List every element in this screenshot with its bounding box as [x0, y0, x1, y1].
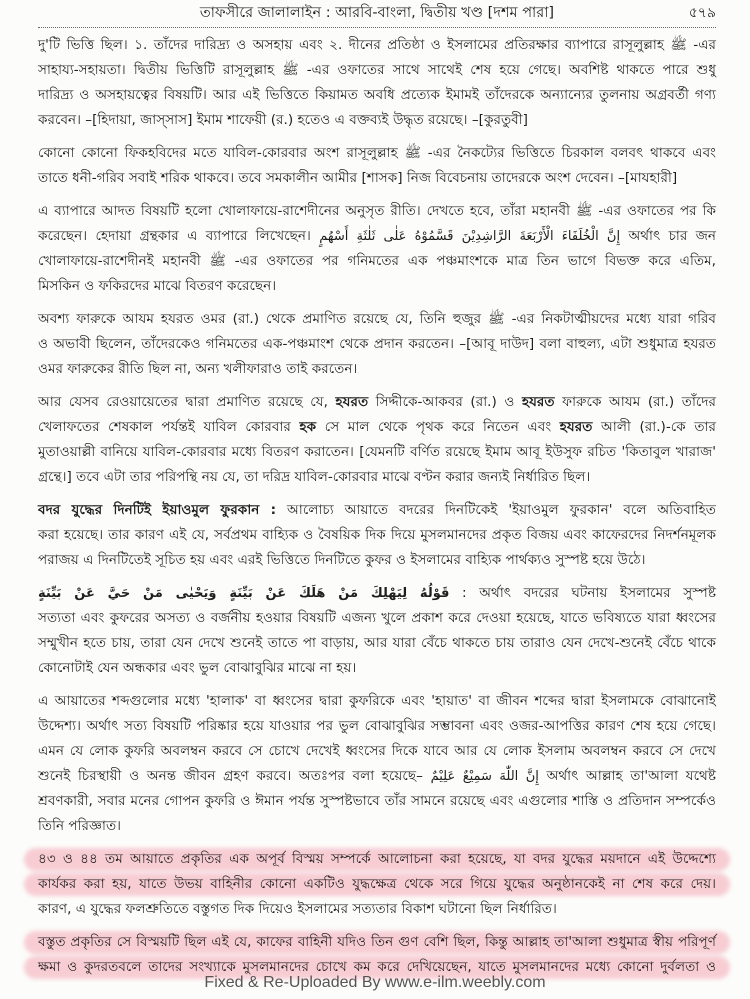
text-line: [38, 606, 716, 631]
text-segment: অর্থাৎ চার জন: [620, 228, 717, 244]
text-line: [38, 224, 716, 249]
text-line: [38, 108, 716, 133]
text-segment: করবেন। –[হিদায়া, জাস্সাস] ইমাম শাফেয়ী (র.) হতেও এ বক্তব্যই উদ্ধৃত রয়েছে। –[কুরতুবী]: [38, 112, 528, 128]
text-segment: ক্ষমা ও কুদরতবলে তাদের সংখ্যাকে মুসলমানদের চোখে কম করে দেখিয়েছেন, যাতে মুসলমানদের মধ্যে কোনো দুর্বলতা ও: [38, 959, 716, 975]
bold-text: হক: [299, 419, 317, 435]
text-segment: আর যেসব রেওয়ায়েতের দ্বারা প্রমাণিত রয়েছে যে,: [38, 394, 336, 410]
text-line: [38, 249, 716, 274]
text-segment: বস্তুত প্রকৃতির সে বিস্ময়টি ছিল এই যে, কাফের বাহিনী যদিও তিন গুণ বেশি ছিল, কিন্তু আল্লাহ তা'আলা শুধুমাত্র স্বীয় পরিপূর্ণ: [38, 934, 716, 950]
text-segment: সম্মুখীন হতে চায়, তারা যেন দেখে শুনেই তাতে পা বাড়ায়, আর যারা বেঁচে থাকতে চায় তারাও যেন দেখে-শুনেই বেঁচে থাকে: [38, 635, 716, 651]
text-segment: করেছেন। হেদায়া গ্রন্থকার এ ব্যাপারে লিখেছেন।: [38, 228, 320, 244]
text-segment: অর্থাৎ আল্লাহ তা'আলা যথেষ্ট: [538, 768, 716, 784]
text-segment: সে মাল থেকে পৃথক করে নিতেন এবং: [316, 419, 560, 435]
text-segment: মিসকিন ও ফকিরদের মাঝে বিতরণ করেছেন।: [38, 278, 277, 294]
running-title: তাফসীরে জালালাইন : আরবি-বাংলা, দ্বিতীয় খণ্ড [দশম পারা]: [199, 5, 555, 21]
text-line: [38, 465, 716, 490]
page-body: [38, 33, 716, 988]
text-line: [38, 83, 716, 108]
bold-text: হযরত: [521, 394, 555, 410]
text-line: [38, 58, 716, 83]
bold-text: হযরত: [559, 419, 593, 435]
text-segment: সিদ্দীকে-আকবর (রা.) ও: [368, 394, 522, 410]
arabic-quote: قَوْلُهُ لِيَهْلِكَ مَنْ هَلَكَ عَنْ بَيِّنَةٍ وَيَحْيٰى مَنْ حَيَّ عَنْ بَيِّنَةٍ: [38, 586, 450, 601]
text-line: [38, 307, 716, 332]
text-segment: তাতে ধনী-গরিব সবাই শরিক থাকবে। তবে সমকালীন আমীর [শাসক] নিজ বিবেচনায় তাদেরকে অংশ দেবেন। –[মাযহারী]: [38, 170, 678, 186]
text-line: [38, 789, 716, 814]
text-segment: সত্যতা এবং কুফরের অসত্য ও বর্জনীয় হওয়ার বিষয়টি এজন্য খুলে প্রকাশ করে দেওয়া হয়েছে, যাতে ভবিষ্যতে যারা ধ্বংসের: [38, 610, 716, 626]
text-segment: কোনো কোনো ফিকহবিদের মতে যাবিল-কোরবার অংশ রাসূলুল্লাহ ﷺ -এর নৈকট্যের ভিত্তিতে চিরকাল বলবৎ থাকবে এবং: [38, 145, 716, 161]
highlighted-text-line: [38, 930, 716, 955]
text-line: [38, 141, 716, 166]
paragraph: [38, 847, 716, 922]
text-segment: উদ্দেশ্য। অর্থাৎ সত্য বিষয়টি পরিষ্কার হয়ে যাওয়ার পর ভুল বোঝাবুঝির সম্ভাবনা এবং ওজর-আপত্তির কারণ শেষ হয়ে গেছে।: [38, 718, 716, 734]
page-number: ৫৭৯: [688, 5, 716, 21]
paragraph: [38, 141, 716, 191]
text-line: [38, 631, 716, 656]
text-line: [38, 656, 716, 681]
text-segment: করা হয়েছে। তার কারণ এই যে, সর্বপ্রথম বাহ্যিক ও বৈষয়িক দিক দিয়ে মুসলমানদের প্রকৃত বিজয় এবং কাফেরদের নিদর্শনমূলক: [38, 527, 716, 543]
paragraph: [38, 498, 716, 573]
highlighted-text-line: [38, 847, 716, 872]
text-line: [38, 714, 716, 739]
page-header: [38, 2, 716, 24]
watermark: Fixed & Re-Uploaded By www.e-ilm.weebly.com: [204, 974, 546, 991]
text-segment: দারিদ্র্য ও অসহায়ত্বের বিষয়টি। আর এই ভিত্তিতে কিয়ামত অবধি প্রত্যেক ইমামই তাঁদেরকে অন্যান্যের তুলনায় অগ্রবর্তী গণ্য: [38, 87, 716, 103]
bold-text: বদর যুদ্ধের দিনটিই ইয়াওমুল ফুরকান :: [38, 502, 277, 518]
arabic-quote: إِنَّ الْخُلَفَاءَ الْأَرْبَعَةَ الرَّاشِدِيْنَ قَسَّمُوْهُ عَلٰى ثَلٰثَةِ أَسْهُمٍ: [319, 229, 621, 244]
text-segment: অবশ্য ফারুকে আযম হযরত ওমর (রা.) থেকে প্রমাণিত রয়েছে যে, তিনি হুজুর ﷺ -এর নিকটাত্মীয়দের মধ্যে যারা গরিব: [38, 311, 716, 327]
text-segment: ফারুকে আযম (রা.) তাঁদের: [554, 394, 716, 410]
text-line: [38, 814, 716, 839]
text-segment: শ্রবণকারী, সবার মনের গোপন কুফরি ও ঈমান পর্যন্ত সুস্পষ্টভাবে তাঁর সামনে রয়েছে এবং এগুলোর শাস্তি ও প্রতিদান সম্পর্কেও: [38, 793, 716, 809]
highlighted-text-line: [38, 872, 716, 897]
text-line: [38, 689, 716, 714]
text-segment: গ্রন্থে।] তবে এটা তার পরিপন্থি নয় যে, তা দরিদ্র যাবিল-কোরবার মাঝে বণ্টন করার জন্যই নির্ধারিত ছিল।: [38, 469, 591, 485]
text-line: [38, 764, 716, 789]
text-segment: শুনেই চিরস্থায়ী ও অনন্ত জীবন গ্রহণ করবে। অতঃপর বলা হয়েছে–: [38, 768, 431, 784]
text-segment: খোলাফায়ে-রাশেদীনই মহানবী ﷺ -এর ওফাতের পর গনিমতের এক পঞ্চমাংশকে মাত্র তিন ভাগে বিভক্ত করে এতিম,: [38, 253, 716, 269]
text-line: [38, 440, 716, 465]
text-line: [38, 415, 716, 440]
paragraph: [38, 199, 716, 299]
paragraph: [38, 307, 716, 382]
text-segment: কার্যকর করা হয়, যাতে উভয় বাহিনীর কোনো একটিও যুদ্ধক্ষেত্র থেকে সরে গিয়ে যুদ্ধের অনুষ্ঠানকেই না শেষ করে দেয়।: [38, 876, 716, 892]
text-segment: পরাজয় এ দিনটিতেই সূচিত হয় এবং এরই ভিত্তিতে দিনটিতে কুফর ও ইসলামের বাহ্যিক পার্থক্যও সুস্পষ্ট হয়ে উঠে।: [38, 552, 646, 568]
text-segment: কোনোটাই যেন অন্ধকার এবং ভুল বোঝাবুঝির মাঝে না হয়।: [38, 660, 357, 676]
text-line: [38, 274, 716, 299]
text-line: [38, 581, 716, 606]
text-line: [38, 332, 716, 357]
paragraph: [38, 689, 716, 839]
text-segment: দু'টি ভিত্তি ছিল। ১. তাঁদের দারিদ্র্য ও অসহায় এবং ২. দীনের প্রতিষ্ঠা ও ইসলামের প্রতিরক্ষার ব্যাপারে রাসূলুল্লাহ ﷺ -এর: [38, 37, 717, 53]
text-segment: কারণ, এ যুদ্ধের ফলশ্রুতিতে বস্তুগত দিক দিয়েও ইসলামের সত্যতার বিকাশ ঘটানো ছিল নির্ধারিত।: [38, 901, 557, 917]
text-segment: সাহায্য-সহায়তা। দ্বিতীয় ভিত্তিটি রাসূলুল্লাহ ﷺ -এর ওফাতের সাথে সাথেই শেষ হয়ে গেছে। অবশিষ্ট থাকতে পারে শুধু: [38, 62, 717, 78]
text-segment: মুতাওয়াল্লী বানিয়ে যাবিল-কোরবার মধ্যে বিতরণ করাতেন। [যেমনটি বর্ণিত রয়েছে ইমাম আবূ ইউসুফ রচিত 'কিতাবুল খারাজ': [38, 444, 716, 460]
text-segment: এ আয়াতের শব্দগুলোর মধ্যে 'হালাক' বা ধ্বংসের দ্বারা কুফরিকে এবং 'হায়াত' বা জীবন শব্দের দ্বারা ইসলামকে বোঝানোই: [38, 693, 716, 709]
text-line: [38, 523, 716, 548]
text-segment: ওমর ফারুকের রীতি ছিল না, অন্য খলীফারাও তাই করতেন।: [38, 361, 358, 377]
text-segment: ও অভাবী ছিলেন, তাঁদেরকেও গনিমতের এক-পঞ্চমাংশ থেকে প্রদান করতেন। –[আবূ দাউদ] বলা বাহুল্য, এটা শুধুমাত্র হযরত: [38, 336, 716, 352]
text-segment: আলোচ্য আয়াতে বদরের দিনটিকেই 'ইয়াওমুল ফুরকান' বলে অতিবাহিত: [276, 502, 716, 518]
text-line: [38, 199, 716, 224]
text-line: [38, 739, 716, 764]
text-segment: ৪৩ ও ৪৪ তম আয়াতে প্রকৃতির এক অপূর্ব বিস্ময় সম্পর্কে আলোচনা করা হয়েছে, যা বদর যুদ্ধের ময়দানে এই উদ্দেশ্যে: [38, 851, 716, 867]
text-line: [38, 548, 716, 573]
header-divider: [38, 27, 716, 28]
paragraph: [38, 33, 716, 133]
text-segment: এ ব্যাপারে আদত বিষয়টি হলো খোলাফায়ে-রাশেদীনের অনুসৃত রীতি। দেখতে হবে, তাঁরা মহানবী ﷺ -এর ওফাতের পর কি: [38, 203, 716, 219]
text-line: [38, 166, 716, 191]
text-line: [38, 33, 716, 58]
text-segment: আলী (রা.)-কে তার: [592, 419, 716, 435]
paragraph: [38, 581, 716, 681]
text-line: [38, 390, 716, 415]
paragraph: [38, 390, 716, 490]
text-line: [38, 897, 716, 922]
arabic-quote: إِنَّ اللّٰهَ سَمِيْعٌ عَلِيْمٌ: [430, 769, 539, 784]
text-line: [38, 498, 716, 523]
text-segment: : অর্থাৎ বদরের ঘটনায় ইসলামের সুস্পষ্ট: [449, 585, 716, 601]
bold-text: হযরত: [335, 394, 369, 410]
text-segment: তিনি পরিজ্ঞাত।: [38, 818, 122, 834]
paragraph: [38, 930, 716, 980]
text-segment: এমন যে লোক কুফরি অবলম্বন করবে সে চোখে দেখেই ধ্বংসের দিকে যাবে আর যে লোক ইসলাম অবলম্বন করবে সে দেখে: [38, 743, 716, 759]
text-line: [38, 357, 716, 382]
text-segment: খেলাফতের শেষকাল পর্যন্তই যাবিল কোরবার: [38, 419, 300, 435]
